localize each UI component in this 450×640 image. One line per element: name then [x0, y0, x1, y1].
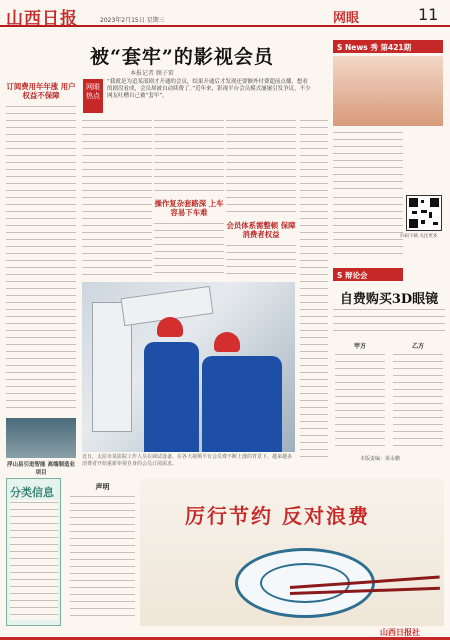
body-text-lines	[226, 118, 296, 217]
debate-header: S 辩论会	[333, 268, 403, 281]
column-2	[82, 118, 152, 278]
body-text-lines	[10, 500, 58, 620]
left-column	[6, 82, 76, 412]
body-text-lines	[333, 307, 445, 337]
debate-side-a: 甲方	[353, 343, 366, 350]
body-text-lines	[82, 118, 152, 278]
section-title: 网眼	[333, 11, 360, 26]
dateline: 2023年2月15日 星期三	[100, 17, 165, 24]
workers-photo	[82, 282, 295, 452]
body-text-lines	[393, 352, 443, 452]
body-text-lines	[154, 221, 224, 278]
notice-title: 声明	[95, 483, 110, 491]
body-text-lines	[333, 195, 403, 260]
body-text-lines	[154, 118, 224, 195]
hard-hat	[214, 332, 240, 352]
byline: 本报记者 顾子雷	[130, 70, 174, 77]
left-subhead: 订阅费用年年涨 用户权益不保障	[6, 82, 76, 100]
column-3	[154, 118, 224, 278]
body-text-lines	[6, 104, 76, 412]
column-5	[300, 118, 328, 463]
body-text-lines	[226, 243, 296, 275]
body-text-lines	[70, 494, 135, 619]
hard-hat	[157, 317, 183, 337]
body-text-lines	[300, 118, 328, 463]
debate-side-b: 乙方	[411, 343, 424, 350]
article-title: 被“套牢”的影视会员	[90, 46, 274, 68]
article-tag: 网眼热点	[83, 79, 103, 113]
editor-credit: 本版责编：梁永鹏	[360, 456, 401, 462]
classifieds-text	[10, 500, 58, 620]
news-text	[333, 130, 403, 190]
body-text-lines	[333, 130, 403, 190]
ad-slogan: 厉行节约 反对浪费	[185, 504, 370, 528]
photo-caption: 近日，太原市某影院工作人员在调试设备。在各大视频平台会员费不断上涨的背景下，越来越多消费者开始重新审视自身的会员订阅需求。	[82, 454, 293, 467]
notice-column	[70, 482, 135, 622]
footer-logo: 山西日报社	[380, 627, 420, 637]
worker	[202, 356, 282, 452]
newspaper-logo: 山西日报	[6, 9, 78, 29]
body-text-lines	[335, 352, 385, 452]
qr-label: 扫码下载 关注更多	[400, 234, 438, 239]
article-lead: “我就是为追某部剧才开通的会员，结果开通后才发现还要额外付费超前点播，想看的剧没看成，会员却被自动续费了。”近年来，影视平台会员模式屡屡引发争议，不少网友吐槽自己被“套牢”。	[107, 79, 311, 100]
column-4	[226, 118, 296, 278]
side-caption: 浮山县引进智能 高端制造业项目	[7, 462, 75, 476]
news-text	[333, 195, 403, 260]
news-header: S News 秀 第421期	[333, 40, 443, 53]
debate-intro	[333, 307, 445, 337]
classifieds-title: 分类信息	[10, 486, 54, 499]
side-photo	[6, 418, 76, 458]
worker	[144, 342, 199, 452]
subhead-1: 操作复杂套路深 上车容易下车难	[154, 198, 224, 217]
subhead-2: 会员体系需整顿 保障消费者权益	[226, 221, 296, 240]
qr-icon	[407, 196, 441, 230]
qr-code[interactable]	[406, 195, 442, 231]
debate-a-text	[335, 352, 385, 452]
news-photo	[333, 56, 443, 126]
debate-b-text	[393, 352, 443, 452]
page-number: 11	[418, 5, 439, 24]
debate-title: 自费购买3D眼镜	[339, 292, 439, 307]
